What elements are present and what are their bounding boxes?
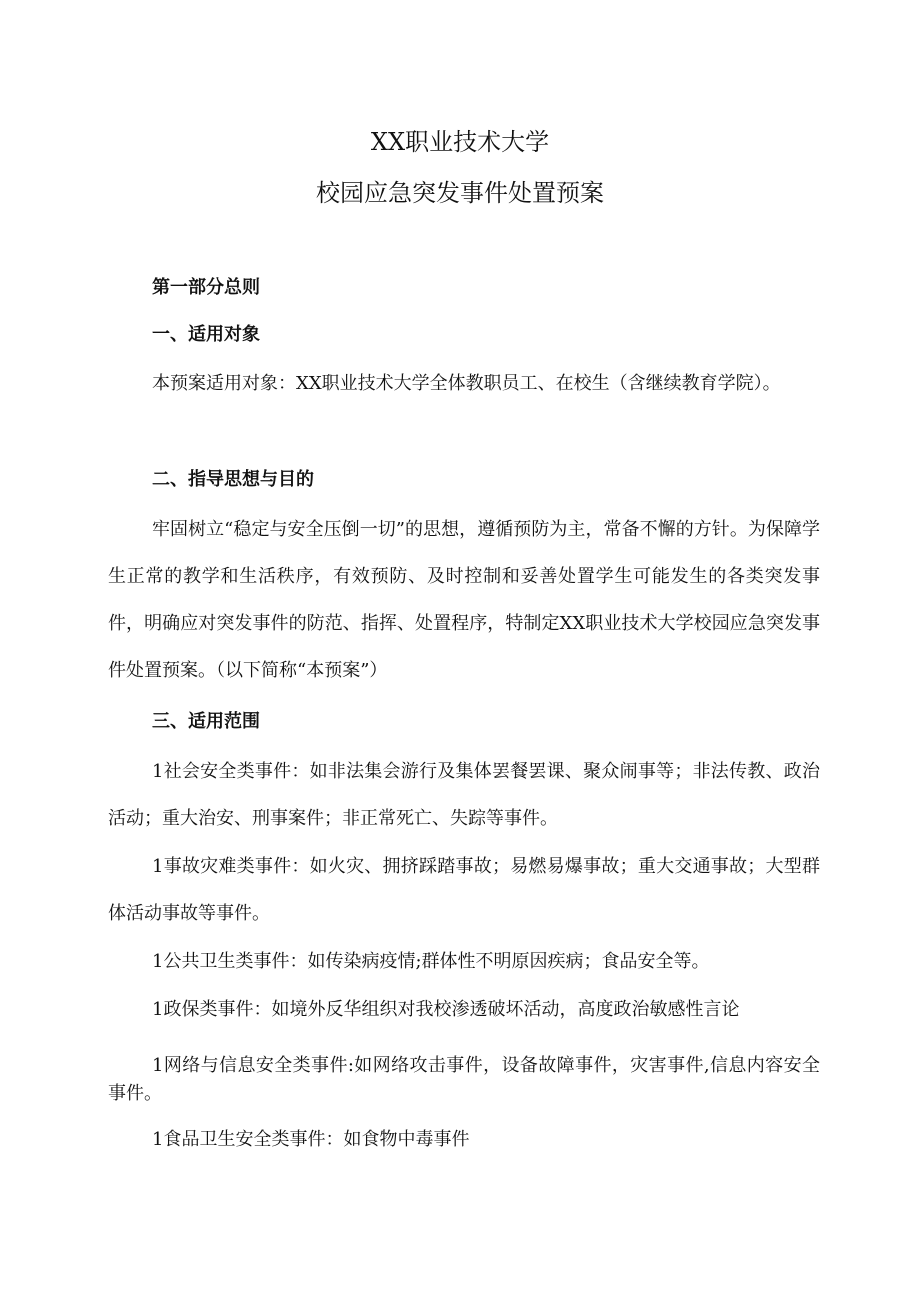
scope-item-food-safety: 1食品卫生安全类事件：如食物中毒事件 [152,1129,470,1150]
scope-item-social-security: 1社会安全类事件：如非法集会游行及集体罢餐罢课、聚众闹事等；非法传教、政治活动；重大治安、刑事案件；非正常死亡、失踪等事件。 [108,761,820,829]
document-title-line2: 校园应急突发事件处置预案 [316,179,604,207]
scope-item-public-health: 1公共卫生类事件：如传染病疫情;群体性不明原因疾病；食品安全等。 [152,951,710,972]
section-paragraph-applicable-objects: 本预案适用对象：XX职业技术大学全体教职员工、在校生（含继续教育学院）。 [152,373,781,394]
scope-item-political-security: 1政保类事件：如境外反华组织对我校渗透破坏活动，高度政治敏感性言论 [152,999,740,1020]
part-heading: 第一部分总则 [152,277,260,298]
section-heading-guiding-ideology: 二、指导思想与目的 [152,469,314,490]
section-heading-scope: 三、适用范围 [152,711,260,732]
scope-item-network-security: 1网络与信息安全类事件:如网络攻击事件，设备故障事件，灾害事件,信息内容安全事件。 [108,1055,820,1104]
section-paragraph-guiding-ideology: 牢固树立“稳定与安全压倒一切”的思想，遵循预防为主，常备不懈的方针。为保障学生正常的教学和生活秩序，有效预防、及时控制和妥善处置学生可能发生的各类突发事件，明确应对突发事件的防范、指挥、处置程序，特制定XX职业技术大学校园应急突发事件处置预案。（以下简称“本预案”） [108,519,820,681]
section-heading-applicable-objects: 一、适用对象 [152,324,260,345]
scope-item-accident-disaster: 1事故灾难类事件：如火灾、拥挤踩踏事故；易燃易爆事故；重大交通事故；大型群体活动事故等事件。 [108,856,820,924]
document-title-line1: XX职业技术大学 [370,128,550,156]
